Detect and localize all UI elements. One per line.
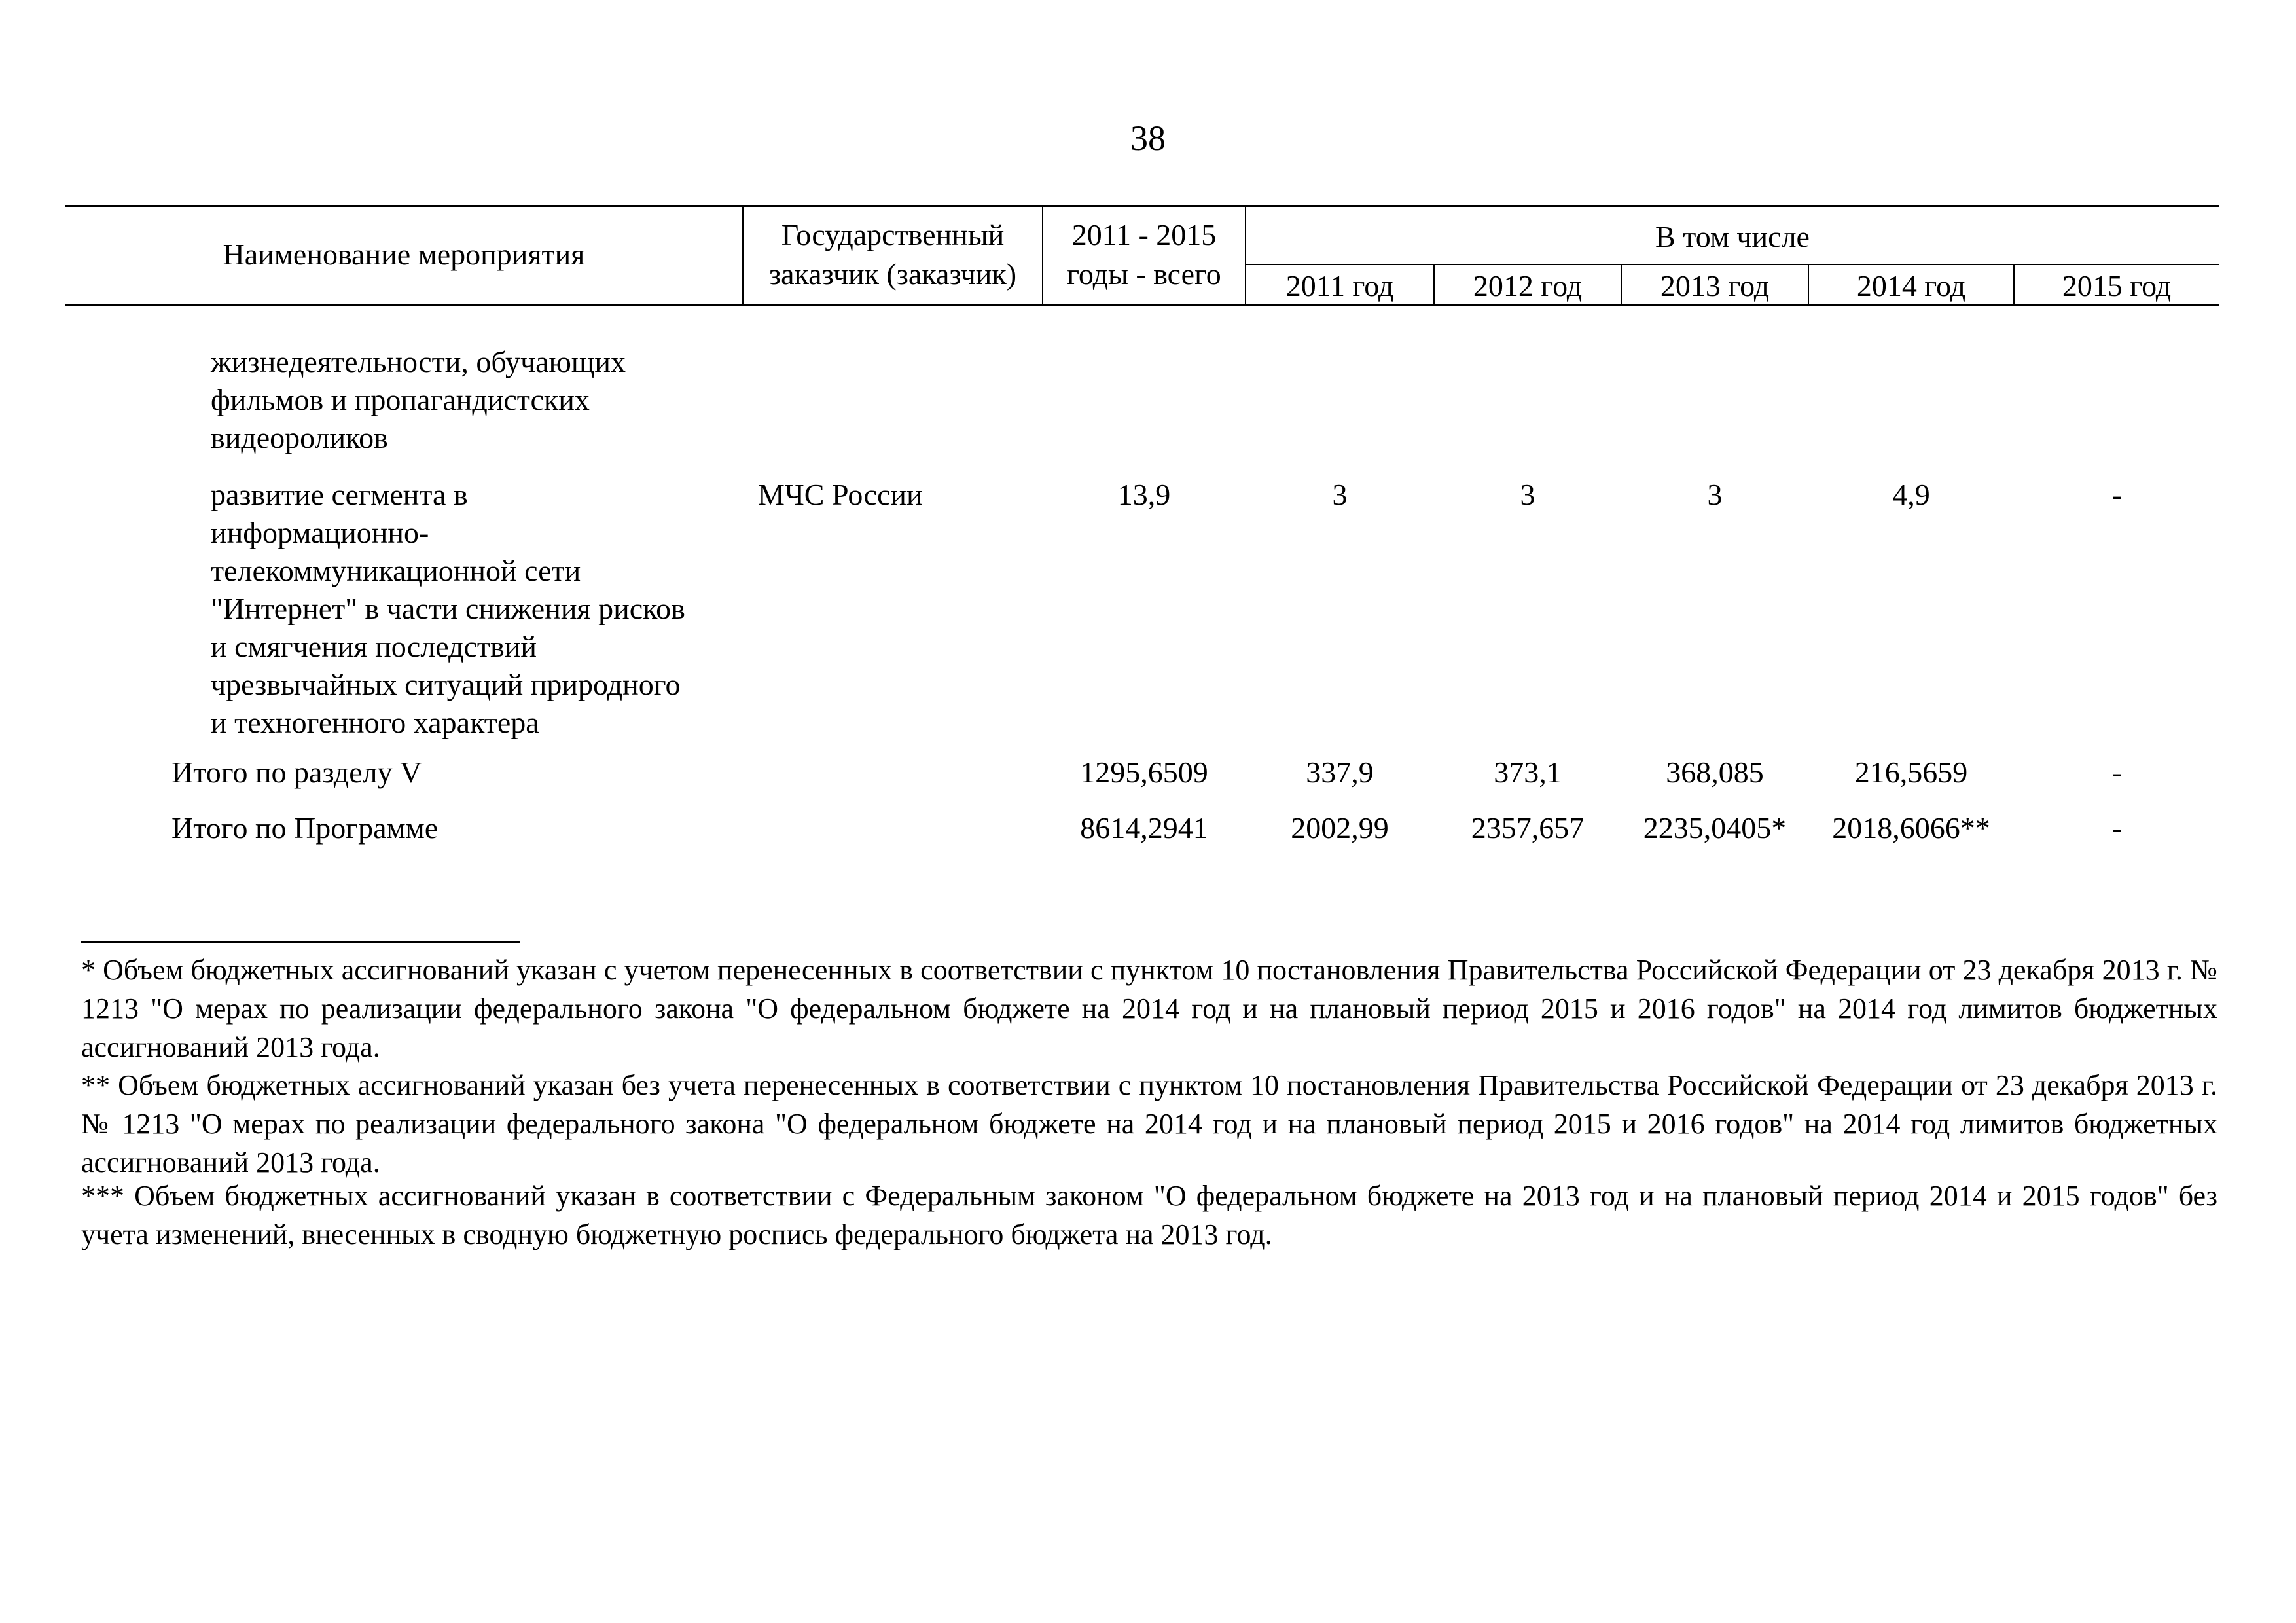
row-name-line: чрезвычайных ситуаций природного bbox=[211, 668, 681, 701]
header-total-line2: годы - всего bbox=[1067, 257, 1221, 291]
row-name-line: и смягчения последствий bbox=[211, 630, 537, 663]
header-including: В том числе bbox=[1655, 220, 1810, 253]
row-value: 2002,99 bbox=[1291, 811, 1389, 845]
row-name-line: развитие сегмента в bbox=[211, 478, 468, 511]
header-total-line1: 2011 - 2015 bbox=[1071, 218, 1217, 251]
row-value: - bbox=[2111, 756, 2122, 789]
page-number: 38 bbox=[1130, 119, 1166, 158]
row-value: 3 bbox=[1707, 478, 1723, 511]
row-total: 1295,6509 bbox=[1080, 756, 1208, 789]
footnote: *** Объем бюджетных ассигнований указан в соответствии с Федеральным законом "О федеральном бюджете на 2013 год и на плановый период 2014 и 2015 годов" без учета изменений, внесенных в сводную бюджетную роспись федерального бюджета на 2013 год. bbox=[81, 1180, 2217, 1250]
row-name: Итого по Программе bbox=[171, 811, 439, 845]
row-value: 4,9 bbox=[1892, 478, 1930, 511]
header-year: 2014 год bbox=[1856, 269, 1966, 302]
row-name-line: жизнедеятельности, обучающих bbox=[211, 345, 626, 378]
header-year: 2015 год bbox=[2062, 269, 2172, 302]
header-sub-rule bbox=[1245, 264, 2219, 265]
footnote: * Объем бюджетных ассигнований указан с учетом перенесенных в соответствии с пунктом 10 постановления Правительства Российской Федерации от 23 декабря 2013 г. № 1213 "О мерах по реализации федерального закона "О федеральном бюджете на 2014 год и на плановый период 2015 и 2016 годов" на 2014 год лимитов бюджетных ассигнований 2013 года. bbox=[81, 954, 2217, 1063]
footnote: ** Объем бюджетных ассигнований указан без учета перенесенных в соответствии с пунктом 10 постановления Правительства Российской Федерации от 23 декабря 2013 г. № 1213 "О мерах по реализации федерального закона "О федеральном бюджете на 2014 год и на плановый период 2015 и 2016 годов" на 2014 год лимитов бюджетных ассигнований 2013 года. bbox=[81, 1069, 2217, 1178]
row-name-line: фильмов и пропагандистских bbox=[211, 383, 590, 416]
row-value: - bbox=[2111, 478, 2122, 511]
row-value: 216,5659 bbox=[1854, 756, 1968, 789]
header-customer-line2: заказчик (заказчик) bbox=[768, 257, 1017, 291]
row-name-line: и техногенного характера bbox=[211, 706, 539, 739]
row-value: 2235,0405* bbox=[1643, 811, 1787, 845]
row-name-line: телекоммуникационной сети bbox=[211, 554, 581, 587]
row-name: Итого по разделу V bbox=[171, 756, 422, 789]
header-year: 2013 год bbox=[1660, 269, 1770, 302]
row-value: 3 bbox=[1520, 478, 1535, 511]
row-value: 368,085 bbox=[1666, 756, 1764, 789]
row-total: 8614,2941 bbox=[1080, 811, 1208, 845]
row-value: 2357,657 bbox=[1471, 811, 1585, 845]
header-year: 2012 год bbox=[1473, 269, 1583, 302]
row-name-line: информационно- bbox=[211, 516, 429, 549]
footnote-separator bbox=[81, 941, 520, 943]
header-top-rule bbox=[65, 205, 2219, 207]
row-name-line: "Интернет" в части снижения рисков bbox=[211, 592, 685, 625]
header-name: Наименование мероприятия bbox=[223, 238, 585, 271]
row-value: 337,9 bbox=[1306, 756, 1374, 789]
row-total: 13,9 bbox=[1117, 478, 1171, 511]
row-value: 373,1 bbox=[1494, 756, 1562, 789]
row-value: 3 bbox=[1332, 478, 1348, 511]
header-year: 2011 год bbox=[1285, 269, 1394, 302]
row-value: 2018,6066** bbox=[1832, 811, 1990, 845]
row-customer: МЧС России bbox=[758, 478, 923, 511]
row-value: - bbox=[2111, 811, 2122, 845]
row-name-line: видеороликов bbox=[211, 421, 388, 454]
header-customer-line1: Государственный bbox=[781, 218, 1005, 251]
